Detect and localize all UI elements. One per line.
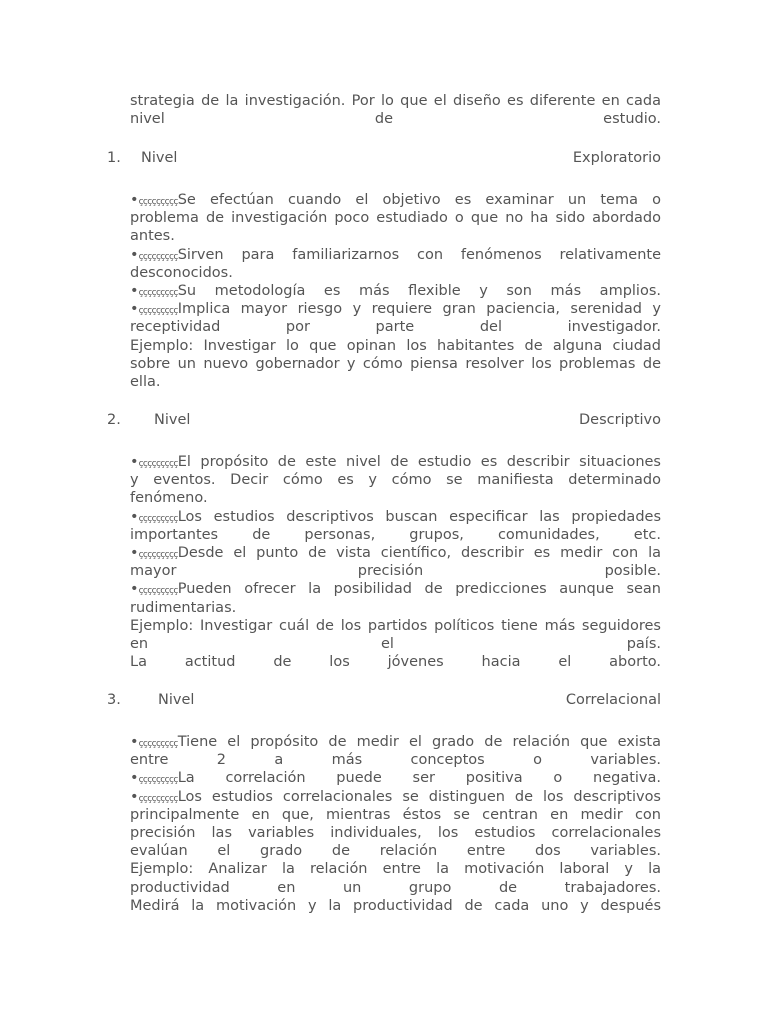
section-word: Nivel — [141, 150, 178, 166]
intro-line-2: nivel de estudio. — [130, 111, 661, 128]
bullet-icon: • — [130, 734, 139, 750]
line-text: Implica mayor riesgo y requiere gran paciencia, serenidad y — [177, 301, 661, 318]
bullet-icon: • — [130, 301, 139, 318]
bullet-filler: ççççççççç — [138, 793, 178, 804]
section-number: 2. — [107, 412, 121, 428]
bullet-item — [130, 580, 661, 598]
text-line — [130, 526, 661, 544]
text-line — [130, 471, 661, 489]
section-number: 1. — [107, 150, 121, 166]
line-text: entre 2 a más conceptos o variables. — [130, 752, 661, 769]
line-text: La correlación puede ser positiva o negativa. — [177, 770, 661, 787]
text-line — [130, 751, 661, 769]
line-text: precisión las variables individuales, los estudios correlacionales — [130, 824, 661, 841]
line-text: Sirven para familiarizarnos con fenómenos relativamente — [177, 246, 661, 263]
text-line — [130, 897, 661, 915]
bullet-icon: • — [130, 788, 139, 805]
bullet-icon: • — [130, 581, 139, 598]
line-text: sobre un nuevo gobernador y cómo piensa resolver los problemas de — [130, 355, 661, 372]
bullet-item — [130, 508, 661, 526]
bullet-item — [130, 246, 661, 264]
line-text: receptividad por parte del investigador. — [130, 319, 661, 336]
section-heading-correlacional — [107, 691, 661, 709]
section-word: Nivel — [158, 692, 195, 708]
text-line — [130, 824, 661, 842]
bullet-icon: • — [130, 246, 139, 263]
line-text: Medirá la motivación y la productividad de cada uno y después — [130, 897, 661, 914]
text-line — [130, 355, 661, 373]
section-title: Correlacional — [565, 692, 661, 708]
line-text: Los estudios descriptivos buscan especificar las propiedades — [177, 508, 661, 525]
line-text: Su metodología es más flexible y son más amplios. — [177, 282, 661, 299]
bullet-item — [130, 282, 661, 300]
bullet-item — [130, 733, 661, 751]
text-line — [130, 860, 661, 878]
intro-paragraph — [130, 92, 661, 128]
line-text: fenómeno. — [130, 490, 208, 507]
section-title: Exploratorio — [572, 150, 661, 166]
text-line — [130, 617, 661, 635]
bullet-filler: ççççççççç — [138, 306, 178, 317]
line-text: antes. — [130, 228, 175, 245]
bullet-item — [130, 453, 661, 471]
text-line — [130, 373, 661, 391]
bullet-filler: ççççççççç — [138, 549, 178, 560]
text-line — [130, 227, 661, 245]
line-text: mayor precisión posible. — [130, 563, 661, 580]
text-line — [130, 562, 661, 580]
section-body-descriptivo — [130, 453, 661, 671]
bullet-icon: • — [130, 192, 139, 208]
line-text: principalmente en que, mientras éstos se centran en medir con — [130, 806, 661, 823]
section-number: 3. — [107, 692, 121, 708]
bullet-filler: ççççççççç — [138, 197, 178, 207]
line-text: Se efectúan cuando el objetivo es examinar un tema o — [177, 192, 661, 208]
intro-line-1: strategia de la investigación. Por lo que el diseño es diferente en cada — [130, 93, 661, 109]
line-text: Desde el punto de vista científico, describir es medir con la — [177, 544, 661, 561]
section-body-exploratorio — [130, 191, 661, 391]
text-line — [130, 635, 661, 653]
line-text: Pueden ofrecer la posibilidad de predicciones aunque sean — [177, 581, 661, 598]
bullet-icon: • — [130, 454, 139, 470]
line-text: ella. — [130, 373, 161, 390]
bullet-icon: • — [130, 770, 139, 787]
line-text: importantes de personas, grupos, comunidades, etc. — [130, 526, 661, 543]
line-text: y eventos. Decir cómo es y cómo se manifiesta determinado — [130, 472, 661, 489]
line-text: Tiene el propósito de medir el grado de relación que exista — [177, 734, 661, 750]
line-text: desconocidos. — [130, 264, 233, 281]
text-line — [130, 489, 661, 507]
bullet-item — [130, 769, 661, 787]
bullet-filler: ççççççççç — [138, 586, 178, 597]
line-text: Ejemplo: Investigar cuál de los partidos políticos tiene más seguidores — [130, 617, 661, 634]
text-line — [130, 209, 661, 227]
bullet-icon: • — [130, 282, 139, 299]
text-line — [130, 599, 661, 617]
line-text: El propósito de este nivel de estudio es describir situaciones — [177, 454, 661, 470]
line-text: rudimentarias. — [130, 599, 237, 616]
bullet-item — [130, 191, 661, 209]
line-text: en el país. — [130, 635, 661, 652]
text-line — [130, 653, 661, 671]
bullet-item — [130, 788, 661, 806]
line-text: Ejemplo: Investigar lo que opinan los habitantes de alguna ciudad — [130, 337, 661, 354]
section-heading-exploratorio — [107, 149, 661, 167]
line-text: Ejemplo: Analizar la relación entre la motivación laboral y la — [130, 861, 661, 878]
bullet-item — [130, 544, 661, 562]
bullet-icon: • — [130, 544, 139, 561]
line-text: La actitud de los jóvenes hacia el aborto. — [130, 654, 661, 671]
bullet-filler: ççççççççç — [138, 251, 178, 262]
bullet-filler: ççççççççç — [138, 459, 178, 469]
bullet-filler: ççççççççç — [138, 775, 178, 786]
section-word: Nivel — [154, 412, 191, 428]
line-text: problema de investigación poco estudiado o que no ha sido abordado — [130, 210, 661, 227]
section-heading-descriptivo — [107, 411, 661, 429]
text-line — [130, 842, 661, 860]
bullet-item — [130, 300, 661, 318]
line-text: productividad en un grupo de trabajadores. — [130, 879, 661, 896]
section-body-correlacional — [130, 733, 661, 915]
bullet-filler: ççççççççç — [138, 513, 178, 524]
bullet-icon: • — [130, 508, 139, 525]
section-title: Descriptivo — [579, 412, 661, 428]
bullet-filler: ççççççççç — [138, 739, 178, 749]
text-line — [130, 337, 661, 355]
bullet-filler: ççççççççç — [138, 287, 178, 298]
text-line — [130, 806, 661, 824]
text-line — [130, 318, 661, 336]
line-text: evalúan el grado de relación entre dos variables. — [130, 843, 661, 860]
line-text: Los estudios correlacionales se distinguen de los descriptivos — [177, 788, 661, 805]
text-line — [130, 879, 661, 897]
text-line — [130, 264, 661, 282]
